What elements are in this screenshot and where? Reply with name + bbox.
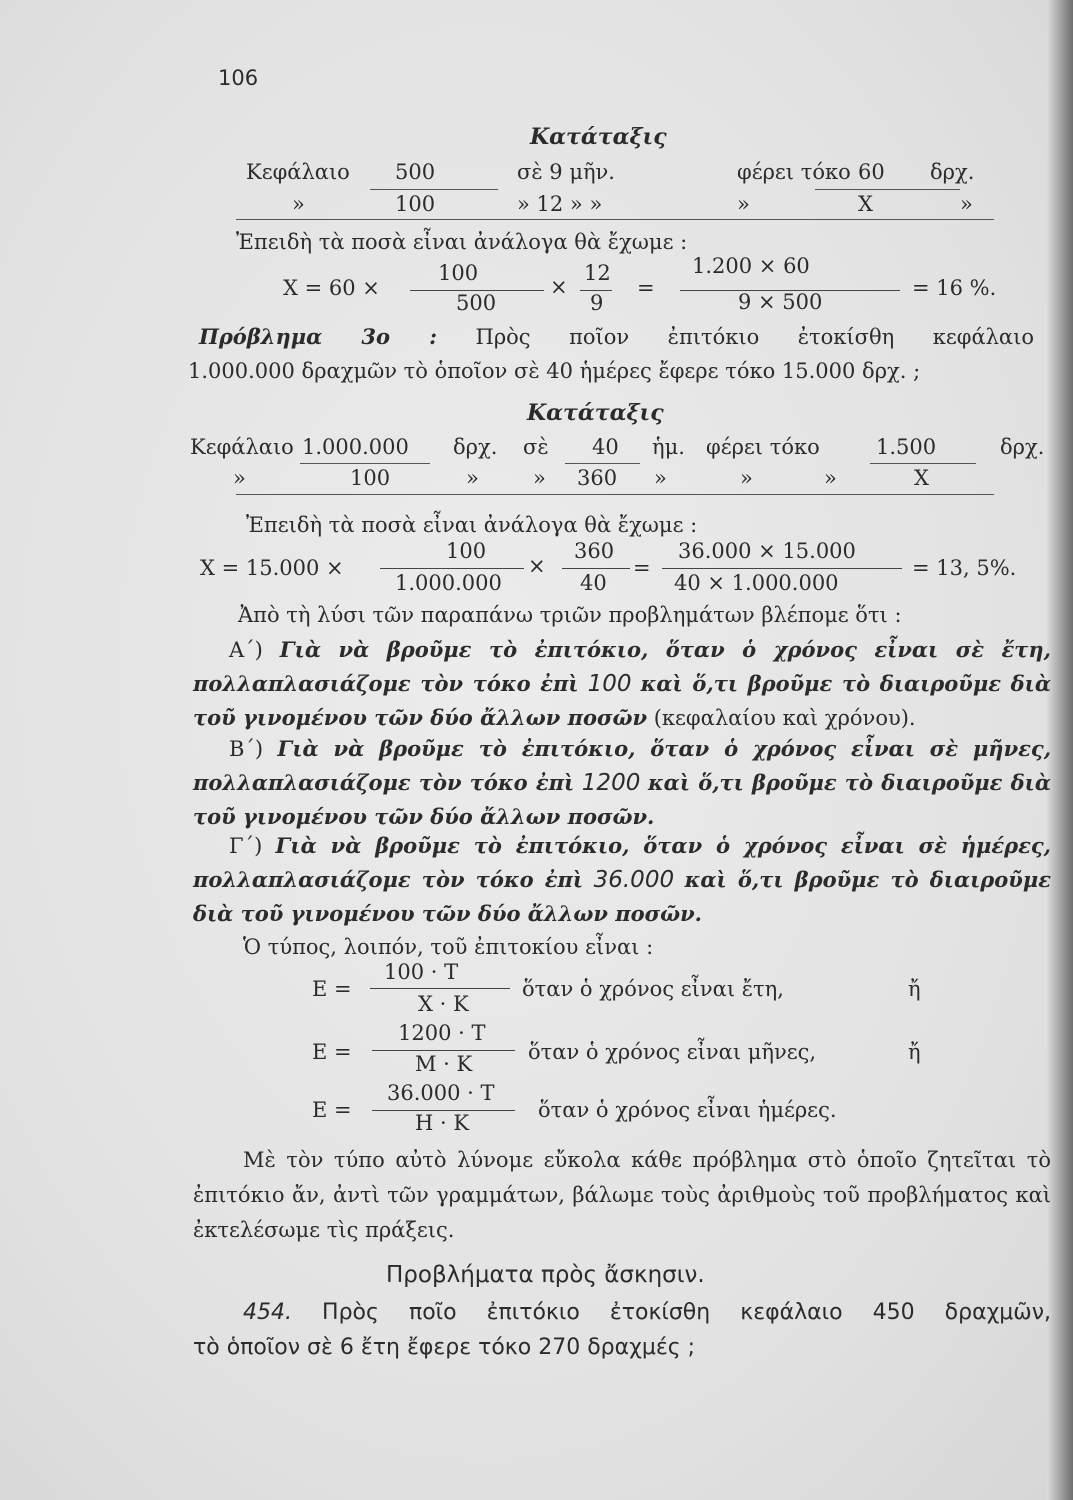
formula1-num: 100 · T [384,960,459,984]
rule-c-factor: 36.000 [593,867,675,893]
f1-d3: 9 × 500 [738,290,823,314]
f2-eq1: = [633,556,651,580]
t1-r1-unit: δρχ. [930,160,975,184]
formula1-den: X · K [418,992,469,1016]
t1-r2-interest: X [858,192,873,216]
rule-b-text-2: καὶ ὅ,τι βροῦμε τὸ διαιροῦμε διὰ τοῦ γινομένου τῶν δύο ἄλλων ποσῶν. [193,770,1051,829]
t1-r1-time: σὲ 9 μῆν. [517,160,615,184]
f2-bar1 [380,568,524,569]
f1-result: = 16 %. [912,276,997,300]
t2-r2-capital: 100 [350,466,391,490]
formula2-den: M · K [415,1052,473,1076]
f1-eq1: = [637,276,655,300]
t1-r2-label: » [292,192,305,216]
formula3-den: H · K [415,1111,470,1135]
t2-r1-unit2: δρχ. [1000,435,1045,459]
formula1-bar [370,988,510,989]
rule-a [193,633,1051,735]
rule-c-text-1: Γιὰ νὰ βροῦμε τὸ ἐπιτόκιο, ὅταν ὁ χρόνος εἶναι σὲ ἡμέρες, πολλαπλασιάζομε τὸν τόκο ἐπὶ [193,833,1051,892]
t2-r2-time: 360 [577,466,618,490]
t2-underline-time [565,463,640,464]
f2-result: = 13, 5%. [912,556,1017,580]
closing-text: Μὲ τὸν τύπο αὐτὸ λύνομε εὔκολα κάθε πρόβλημα στὸ ὁποῖο ζητεῖται τὸ ἐπιτόκιο ἄν, ἀντὶ τῶν γραμμάτων, βάλωμε τοὺς ἀριθμοὺς τοῦ προβλήματος καὶ ἐκτελέσωμε τὶς πράξεις. [193,1148,1051,1242]
rule-c-text-2: καὶ ὅ,τι βροῦμε τὸ διαιροῦμε διὰ τοῦ γινομένου τῶν δύο ἄλλων ποσῶν. [193,867,1051,926]
rule-b [193,732,1051,834]
formula2-num: 1200 · T [398,1021,486,1045]
t1-r2-time: » 12 » » [517,192,603,216]
t1-r1-verb: φέρει τόκο [737,160,851,184]
rule-a-text-2: καὶ ὅ,τι βροῦμε τὸ διαιροῦμε διὰ τοῦ γινομένου τῶν δύο ἄλλων ποσῶν [193,671,1051,730]
t1-r1-label: Κεφάλαιο [246,160,350,184]
t2-underline-interest [870,463,976,464]
t2-r1-unit1: δρχ. [453,435,498,459]
rule-a-text-1: Γιὰ νὰ βροῦμε τὸ ἐπιτόκιο, ὅταν ὁ χρόνος εἶναι σὲ ἔτη, πολλαπλασιάζομε τὸν τόκο ἐπὶ [193,637,1051,696]
exercise-454-line1 [243,1300,1051,1325]
t2-r1-capital: 1.000.000 [302,435,409,459]
page-number: 106 [218,66,259,90]
t2-r1-timeunit: ἡμ. [652,435,685,459]
t1-r2-capital: 100 [395,192,436,216]
f1-d2: 9 [590,291,604,315]
f2-d1: 1.000.000 [395,571,502,595]
t2-underline-capital [300,463,430,464]
t1-r2-verb: » [737,192,750,216]
f2-n1: 100 [446,539,487,563]
rule-b-factor: 1200 [581,770,641,796]
rule-c-marker: Γ΄) [229,834,263,858]
f2-bar3 [662,568,902,569]
t2-r2-timeunit: » [654,466,667,490]
f2-n3: 36.000 × 15.000 [678,539,856,563]
arrangement-heading-2: Κατάταξις [527,400,664,426]
t1-r1-interest: 60 [858,160,885,184]
t2-since-line: Ἐπειδὴ τὰ ποσὰ εἶναι ἀνάλογα θὰ ἔχωμε : [246,513,698,537]
t2-r2-dup: » [824,466,837,490]
exercise-454-text-2: τὸ ὁποῖον σὲ 6 ἔτη ἔφερε τόκο 270 δραχμές ; [193,1335,696,1360]
formula2-bar [372,1050,515,1051]
conclusions-intro: Ἀπὸ τὴ λύσι τῶν παραπάνω τριῶν προβλημάτων βλέπομε ὅτι : [238,603,902,627]
f1-n3: 1.200 × 60 [692,254,810,278]
formula2-lhs: E = [312,1040,352,1064]
closing-paragraph [193,1143,1051,1248]
f1-d1: 500 [456,291,497,315]
formula2-or: ἤ [908,1040,921,1064]
t2-r1-label: Κεφάλαιο [190,435,294,459]
formula1-cond: ὅταν ὁ χρόνος εἶναι ἔτη, [522,977,784,1001]
t2-r1-interest: 1.500 [876,435,937,459]
formula1-lhs: E = [312,977,352,1001]
formula3-num: 36.000 · T [387,1081,495,1105]
rule-c [193,829,1051,931]
exercise-454-number: 454. [243,1300,292,1325]
f2-d2: 40 [580,571,607,595]
exercise-454-text-1: Πρὸς ποῖο ἐπιτόκιο ἐτοκίσθη κεφάλαιο 450 δραχμῶν, [322,1300,1051,1325]
formula3-lhs: E = [312,1098,352,1122]
formula3-cond: ὅταν ὁ χρόνος εἶναι ἡμέρες. [538,1098,837,1122]
rule-b-marker: Β΄) [229,737,264,761]
t1-r2-unit: » [960,192,973,216]
f1-n2: 12 [584,261,611,285]
rule-a-note: (κεφαλαίου καὶ χρόνου). [653,706,916,730]
rule-a-marker: Α΄) [229,638,263,662]
t1-underline-capital [370,189,498,190]
problem3-question-1: Πρὸς ποῖον ἐπιτόκιο ἐτοκίσθη κεφάλαιο [475,325,1034,349]
t2-r1-time: 40 [592,435,619,459]
formula-intro: Ὁ τύπος, λοιπόν, τοῦ ἐπιτοκίου εἶναι : [243,935,654,959]
f1-lhs: X = 60 × [283,276,380,300]
arrangement-heading-1: Κατάταξις [530,124,667,150]
t2-r2-interest: X [914,466,929,490]
f1-times: × [550,275,568,299]
f1-n1: 100 [438,261,479,285]
f2-lhs: X = 15.000 × [200,556,344,580]
t2-r2-in: » [533,466,546,490]
t2-r1-in: σὲ [523,435,549,459]
problem3-question-2: 1.000.000 δραχμῶν τὸ ὁποῖον σὲ 40 ἡμέρες ἔφερε τόκο 15.000 δρχ. ; [188,359,921,383]
t1-underline-interest [815,189,960,190]
t2-r2-label: » [233,466,246,490]
f2-d3: 40 × 1.000.000 [674,571,839,595]
exercises-heading: Προβλήματα πρὸς ἄσκησιν. [386,1262,705,1288]
t1-since-line: Ἐπειδὴ τὰ ποσὰ εἶναι ἀνάλογα θὰ ἔχωμε : [236,230,688,254]
t1-divider [236,219,994,220]
t1-r1-capital: 500 [395,160,436,184]
f2-times: × [528,554,546,578]
t2-r1-verb: φέρει τόκο [706,435,820,459]
rule-b-text-1: Γιὰ νὰ βροῦμε τὸ ἐπιτόκιο, ὅταν ὁ χρόνος εἶναι σὲ μῆνες, πολλαπλασιάζομε τὸν τόκο ἐπὶ [193,736,1051,795]
f2-bar2 [562,568,630,569]
t2-r2-unit1: » [466,466,479,490]
rule-a-factor: 100 [587,671,632,697]
t2-divider [236,494,994,495]
problem3-label: Πρόβλημα 3ο : [199,324,437,349]
f2-n2: 360 [574,539,615,563]
formula1-or: ἤ [908,977,921,1001]
problem3-text-line1 [199,324,1034,349]
t2-r2-verb: » [740,466,753,490]
formula2-cond: ὅταν ὁ χρόνος εἶναι μῆνες, [528,1040,817,1064]
